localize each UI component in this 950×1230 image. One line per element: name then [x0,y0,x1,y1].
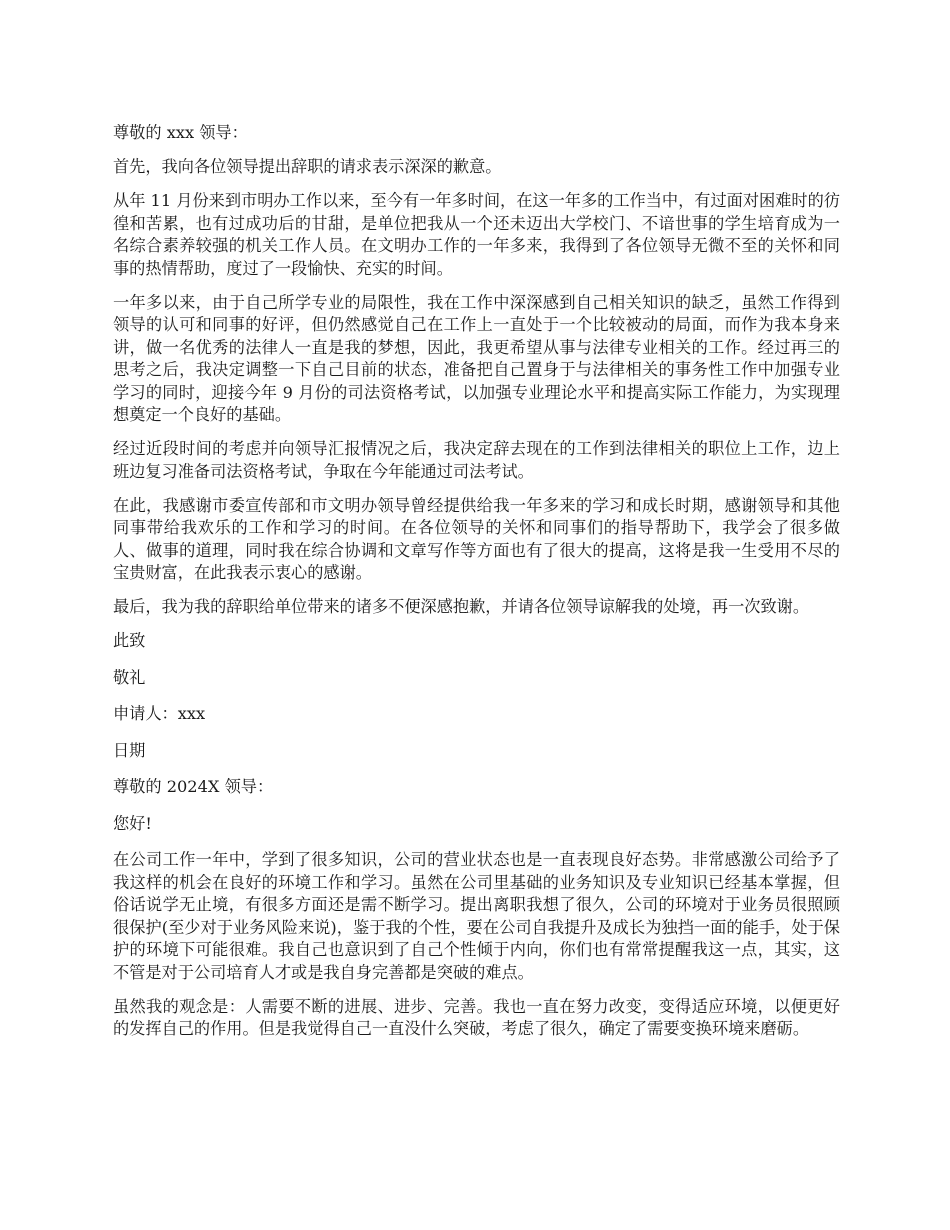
letter2-greeting: 您好! [113,813,152,833]
document-body [113,122,840,1052]
letter1-paragraph: 最后，我为我的辞职给单位带来的诸多不便深感抱歉，并请各位领导谅解我的处境，再一次致谢。 [113,597,810,616]
letter1-paragraph: 一年多以来，由于自己所学专业的局限性，我在工作中深深感到自己相关知识的缺乏，虽然工作得到领导的认可和同事的好评，但仍然感觉自己在工作上一直处于一个比较被动的局面，而作为我本身来讲，做一名优秀的法律人一直是我的梦想，因此，我更希望从事与法律专业相关的工作。经过再三的思考之后，我决定调整一下自己目前的状态，准备把自己置身于与法律相关的事务性工作中加强专业学习的同时，迎接今年 9 月份的司法资格考试，以加强专业理论水平和提高实际工作能力，为实现理想奠定一个良好的基础。 [113,292,840,424]
letter1-date: 日期 [113,740,146,760]
letter2-paragraph: 在公司工作一年中，学到了很多知识，公司的营业状态也是一直表现良好态势。非常感激公司给予了我这样的机会在良好的环境工作和学习。虽然在公司里基础的业务知识及专业知识已经基本掌握，但俗话说学无止境，有很多方面还是需不断学习。提出离职我想了很久，公司的环境对于业务员很照顾很保护(至少对于业务风险来说)，鉴于我的个性，要在公司自我提升及成长为独挡一面的能手，处于保护的环境下可能很难。我自己也意识到了自己个性倾于内向，你们也有常常提醒我这一点，其实，这不管是对于公司培育人才或是我自身完善都是突破的难点。 [113,850,840,982]
letter2-salutation: 尊敬的 2024X 领导： [113,777,274,796]
letter1-closing: 此致 [113,631,146,650]
letter2-paragraph: 虽然我的观念是：人需要不断的进展、进步、完善。我也一直在努力改变，变得适应环境，以便更好的发挥自己的作用。但是我觉得自己一直没什么突破，考虑了很久，确定了需要变换环境来磨砺。 [113,996,840,1038]
letter1-applicant: 申请人：xxx [113,704,206,723]
letter1-paragraph: 经过近段时间的考虑并向领导汇报情况之后，我决定辞去现在的工作到法律相关的职位上工作，边上班边复习准备司法资格考试，争取在今年能通过司法考试。 [113,439,840,481]
letter1-paragraph: 在此，我感谢市委宣传部和市文明办领导曾经提供给我一年多来的学习和成长时期，感谢领导和其他同事带给我欢乐的工作和学习的时间。在各位领导的关怀和同事们的指导帮助下，我学会了很多做人、做事的道理，同时我在综合协调和文章写作等方面也有了很大的提高，这将是我一生受用不尽的宝贵财富，在此我表示衷心的感谢。 [113,495,840,582]
letter1-regards: 敬礼 [113,667,146,687]
letter1-salutation: 尊敬的 xxx 领导： [113,123,248,142]
letter1-paragraph: 首先，我向各位领导提出辞职的请求表示深深的歉意。 [113,157,502,176]
letter1-paragraph: 从年 11 月份来到市明办工作以来，至今有一年多时间，在这一年多的工作当中，有过面对困难时的彷徨和苦累，也有过成功后的甘甜，是单位把我从一个还未迈出大学校门、不谙世事的学生培育成为一名综合素养较强的机关工作人员。在文明办工作的一年多来，我得到了各位领导无微不至的关怀和同事的热情帮助，度过了一段愉快、充实的时间。 [113,191,840,278]
